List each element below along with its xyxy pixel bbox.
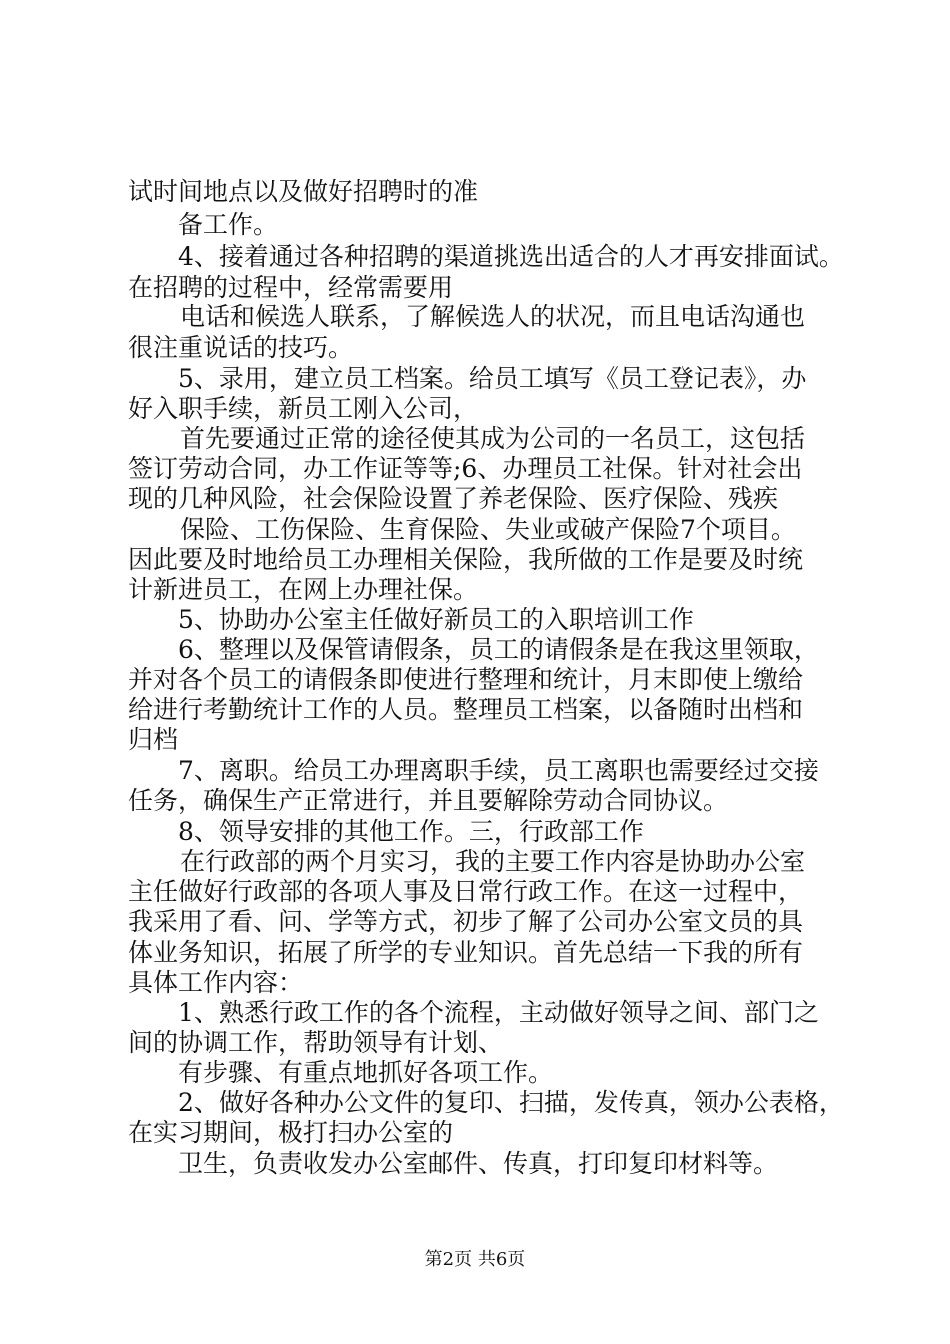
- text-line: 好入职手续，新员工刚入公司，: [128, 394, 479, 423]
- text-line: 间的协调工作，帮助领导有计划、: [128, 1028, 504, 1057]
- text-line: 我采用了看、问、学等方式，初步了解了公司办公室文员的具: [128, 907, 804, 936]
- text-line: 备工作。: [178, 210, 279, 239]
- text-line: 卫生，负责收发办公室邮件、传真，打印复印材料等。: [178, 1149, 779, 1178]
- text-line: 因此要及时地给员工办理相关保险，我所做的工作是要及时统: [128, 545, 804, 574]
- text-line: 并对各个员工的请假条即使进行整理和统计，月末即使上缴给: [128, 665, 804, 694]
- text-line: 在实习期间，极打扫办公室的: [128, 1118, 454, 1147]
- text-line: 主任做好行政部的各项人事及日常行政工作。在这一过程中，: [128, 877, 804, 906]
- text-line: 保险、工伤保险、生育保险、失业或破产保险7个项目。: [180, 515, 796, 544]
- text-line: 试时间地点以及做好招聘时的准: [128, 177, 479, 206]
- page-footer: 第2页 共6页: [424, 1249, 526, 1270]
- text-line: 体业务知识，拓展了所学的专业知识。首先总结一下我的所有: [128, 938, 804, 967]
- text-line: 在行政部的两个月实习，我的主要工作内容是协助办公室: [180, 847, 806, 876]
- text-line: 2、做好各种办公文件的复印、扫描，发传真，领办公表格，: [178, 1088, 844, 1117]
- text-line: 5、录用，建立员工档案。给员工填写《员工登记表》，办: [178, 364, 807, 393]
- text-line: 在招聘的过程中，经常需要用: [128, 273, 454, 302]
- text-line: 6、整理以及保管请假条，员工的请假条是在我这里领取，: [178, 635, 819, 664]
- text-line: 1、熟悉行政工作的各个流程，主动做好领导之间、部门之: [178, 998, 819, 1027]
- text-line: 很注重说话的技巧。: [128, 333, 354, 362]
- text-line: 给进行考勤统计工作的人员。整理员工档案，以备随时出档和: [128, 695, 804, 724]
- text-line: 8、领导安排的其他工作。三，行政部工作: [178, 817, 644, 846]
- text-line: 首先要通过正常的途径使其成为公司的一名员工，这包括: [180, 424, 806, 453]
- text-line: 7、离职。给员工办理离职手续，员工离职也需要经过交接: [178, 756, 819, 785]
- text-line: 现的几种风险，社会保险设置了养老保险、医疗保险、残疾: [128, 484, 779, 513]
- text-line: 归档: [128, 725, 179, 754]
- text-line: 5、协助办公室主任做好新员工的入职培训工作: [178, 605, 694, 634]
- text-line: 计新进员工，在网上办理社保。: [128, 575, 479, 604]
- text-line: 具体工作内容：: [128, 968, 304, 997]
- text-line: 4、接着通过各种招聘的渠道挑选出适合的人才再安排面试。: [178, 242, 844, 271]
- text-line: 电话和候选人联系，了解候选人的状况，而且电话沟通也: [180, 302, 806, 331]
- text-line: 签订劳动合同，办工作证等等;6、办理员工社保。针对社会出: [128, 454, 803, 483]
- text-line: 有步骤、有重点地抓好各项工作。: [178, 1058, 554, 1087]
- text-line: 任务，确保生产正常进行，并且要解除劳动合同协议。: [128, 786, 729, 815]
